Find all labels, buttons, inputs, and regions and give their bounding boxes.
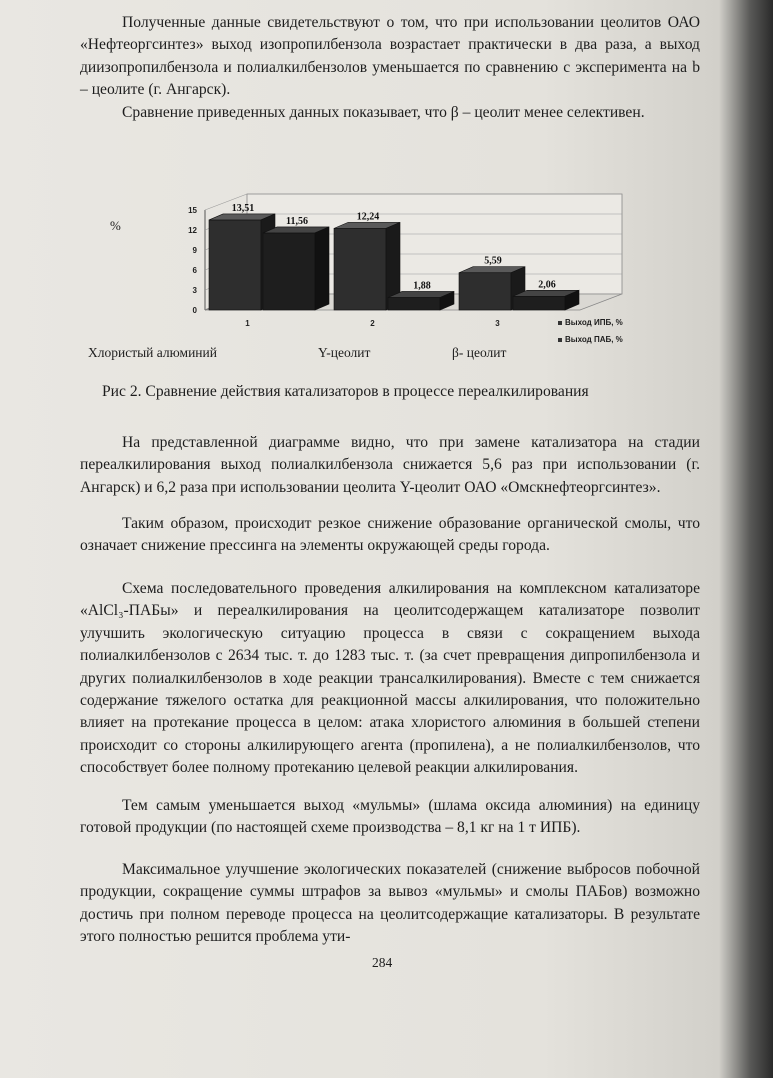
y-tick-label: 0 xyxy=(192,306,197,315)
paragraph-7: Максимальное улучшение экологических показателей (снижение выбросов побочной продукции, сокращение суммы штрафов за вывоз «мульмы» и смолы ПАБов) возможно достичь при полном переводе процесса на цеолитсодержащие катализаторы. В результате этого полностью решится проблема ути- xyxy=(80,861,700,946)
text-block-3 xyxy=(80,513,700,558)
legend-swatch-pab xyxy=(558,338,562,342)
bar-value-label: 5,59 xyxy=(484,255,502,267)
legend-item-pab xyxy=(558,335,623,344)
bar-value-label: 2,06 xyxy=(538,279,556,291)
y-tick-label: 15 xyxy=(188,206,197,215)
text-block-4 xyxy=(80,578,700,780)
paragraph-2: Сравнение приведенных данных показывает, что β – цеолит менее селективен. xyxy=(122,103,645,121)
category-label-2: Y-цеолит xyxy=(318,345,371,360)
bar-front xyxy=(334,228,386,310)
bar-front xyxy=(388,297,440,310)
bar-value-label: 12,24 xyxy=(356,211,380,223)
bar-value-label: 11,56 xyxy=(286,215,308,227)
bar-side xyxy=(315,227,329,310)
legend-label-pab: Выход ПАБ, % xyxy=(565,335,623,344)
category-label-3: β- цеолит xyxy=(452,345,507,360)
bar-chart xyxy=(80,190,700,370)
paragraph-5: Схема последовательного проведения алкилирования на комплексном катализаторе «AlCl₃-ПАБы» и переалкилирования на цеолитсодержащем катализаторе позволит улучшить экологическую ситуацию процесса в связи с сокращением выхода полиалкилбензолов с 2634 тыс. т. до 1283 тыс. т. (за счет превращения дипропилбензола и других полиалкилбензолов в ходе реакции трансалкилирования). Вместе с тем снижается содержание тяжелого остатка для реакционной массы алкилирования, что положительно влияет на протекание процесса в целом: атака хлористого алюминия в большей степени происходит со стороны алкилирующего агента (пропилена), а не полиалкилбензолов, что способствует более полному протеканию целевой реакции алкилирования. xyxy=(80,580,700,777)
chart-legend xyxy=(558,318,623,352)
bar-front xyxy=(459,273,511,310)
paragraph-3: На представленной диаграмме видно, что при замене катализатора на стадии переалкилирования выход полиалкилбензола снижается 5,6 раз при использовании (г. Ангарск) и 6,2 раза при использовании цеолита Y-цеолит ОАО «Омскнефтеоргсинтез». xyxy=(80,434,700,496)
y-tick-label: 12 xyxy=(188,226,197,235)
bar-value-label: 13,51 xyxy=(231,202,255,214)
text-block-5 xyxy=(80,795,700,840)
text-block-top xyxy=(80,12,700,124)
legend-label-ipb: Выход ИПБ, % xyxy=(565,318,623,327)
y-tick-label: 3 xyxy=(192,286,197,295)
y-tick-label: 6 xyxy=(192,266,197,275)
y-tick-label: 9 xyxy=(192,246,197,255)
figure-caption: Рис 2. Сравнение действия катализаторов в процессе переалкилирования xyxy=(102,383,589,400)
text-block-6 xyxy=(80,859,700,949)
paragraph-1: Полученные данные свидетельствуют о том, что при использовании цеолитов ОАО «Нефтеоргсинтез» выход изопропилбензола возрастает практически в два раза, а выход диизопропилбензола и полиалкилбензолов уменьшается по сравнению с эксперимента на b – цеолите (г. Ангарск). xyxy=(80,14,700,99)
category-label-1: Хлористый алюминий xyxy=(88,345,217,360)
paragraph-4: Таким образом, происходит резкое снижение образование органической смолы, что означает снижение прессинга на элементы окружающей среды города. xyxy=(80,515,700,555)
bar-front xyxy=(263,233,315,310)
x-tick-label: 3 xyxy=(495,319,500,328)
x-tick-label: 2 xyxy=(370,319,375,328)
page-number: 284 xyxy=(372,955,393,970)
text-block-2 xyxy=(80,432,700,499)
bar-front xyxy=(209,220,261,310)
x-tick-label: 1 xyxy=(245,319,250,328)
bar-value-label: 1,88 xyxy=(413,280,431,292)
y-axis-label: % xyxy=(110,218,121,233)
bar-front xyxy=(513,296,565,310)
legend-item-ipb xyxy=(558,318,623,327)
legend-swatch-ipb xyxy=(558,321,562,325)
paragraph-6: Тем самым уменьшается выход «мульмы» (шлама оксида алюминия) на единицу готовой продукции (по настоящей схеме производства – 8,1 кг на 1 т ИПБ). xyxy=(80,797,700,837)
